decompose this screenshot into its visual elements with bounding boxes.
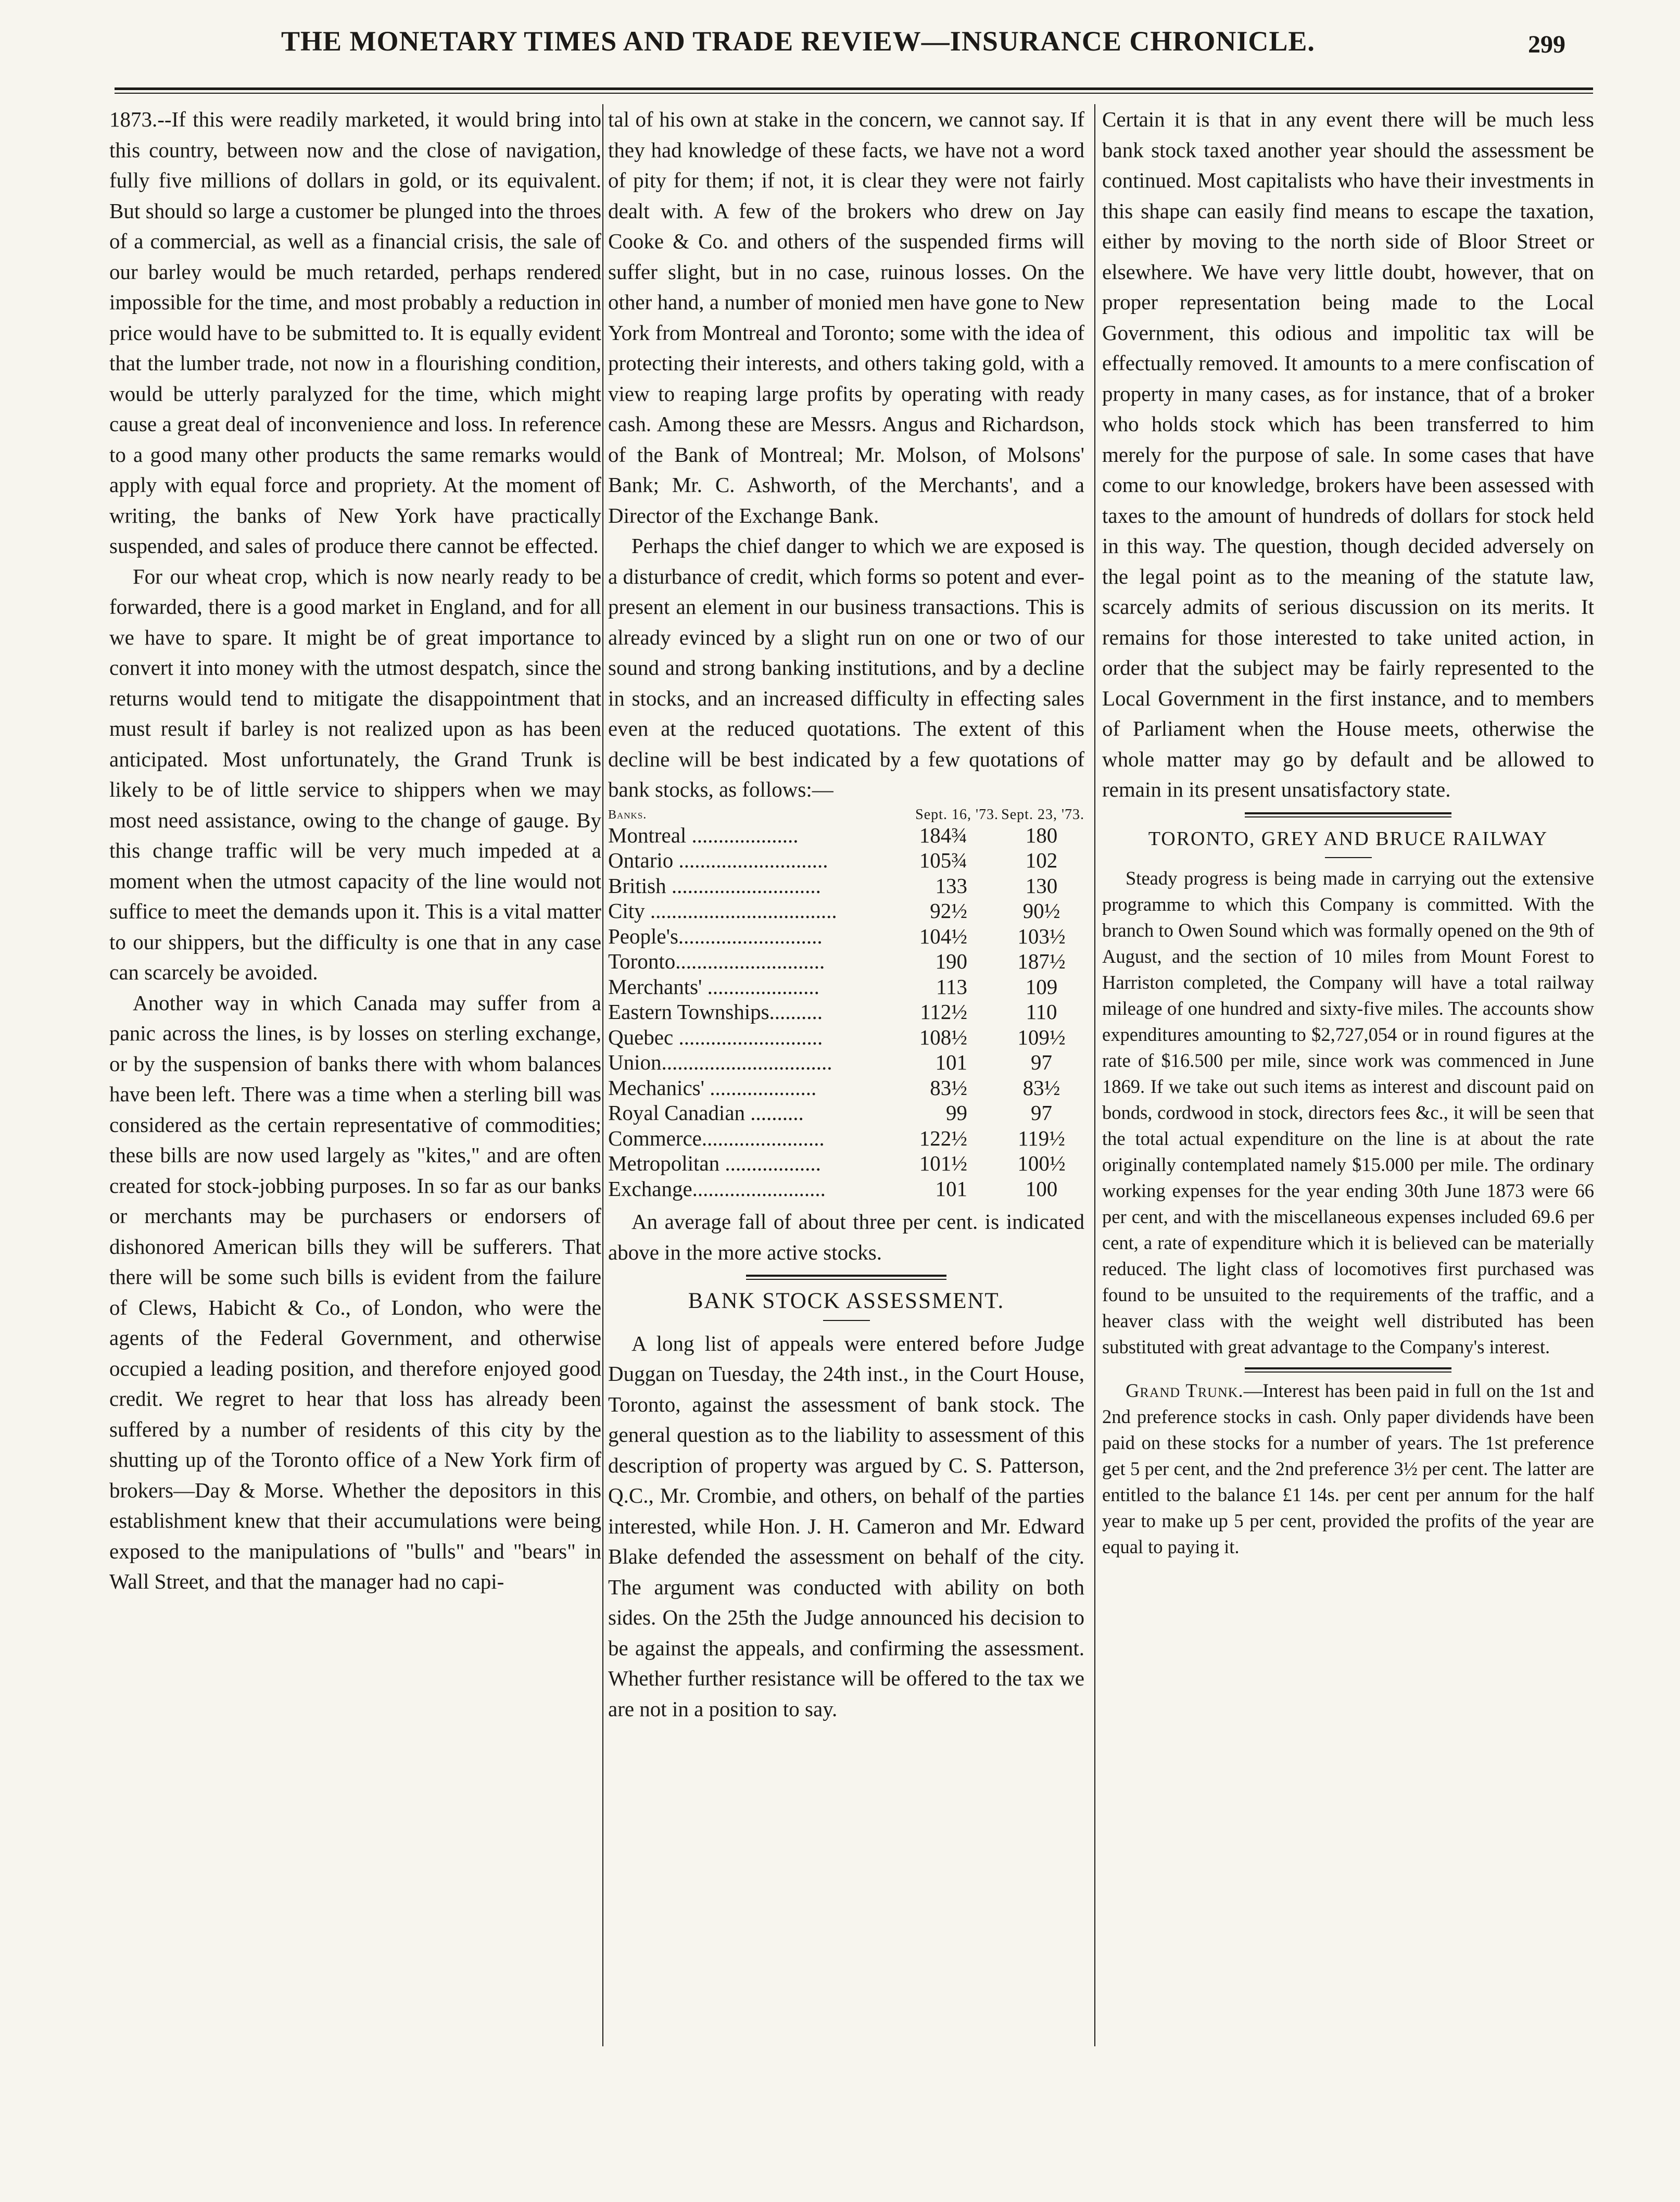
table-row bbox=[608, 1176, 1084, 1202]
column-2 bbox=[608, 104, 1084, 2083]
sept23-quote-cell: 180 bbox=[1025, 823, 1058, 847]
bank-name-cell: British ............................ bbox=[608, 873, 821, 898]
table-header-banks: Banks. bbox=[608, 808, 647, 822]
sept16-quote-cell: 101 bbox=[935, 1176, 967, 1201]
sept23-quote-cell: 130 bbox=[1025, 873, 1058, 898]
col1-paragraph-1: 1873.--If this were readily marketed, it would bring into this country, between now and the close of navigation, fully five millions of dollars in gold, or its equivalent. But should so large a customer be plunged into the throes of a commercial, as well as a financial crisis, the sale of our barley would be much retarded, perhaps rendered impossible for the time, and most probably a reduction in price would have to be submitted to. It is equally evident that the lumber trade, not now in a flourishing condition, would be utterly paralyzed for the time, which might cause a great deal of inconvenience and loss. In reference to a good many other products the same remarks would apply with equal force and propriety. At the moment of writing, the banks of New York have practically suspended, and sales of produce there cannot be effected. bbox=[109, 107, 601, 558]
col3-paragraph-3 bbox=[1102, 1378, 1594, 1560]
sept23-quote-cell: 110 bbox=[1026, 1000, 1057, 1024]
sept16-quote-cell: 101 bbox=[935, 1050, 967, 1074]
header-rule-thin bbox=[115, 93, 1593, 94]
bank-name-cell: Eastern Townships.......... bbox=[608, 1000, 823, 1024]
sept16-quote-cell: 112½ bbox=[920, 1000, 967, 1024]
table-header-row bbox=[608, 807, 1084, 823]
grand-trunk-text: —Interest has been paid in full on the 1st and 2nd preference stocks in cash. Only paper dividends have been paid on these stocks for a number of years. The 1st preference get 5 per cent, and the 2nd preference 3½ per cent. The latter are entitled to the balance £1 14s. per cent per annum for the half year to make up 5 per cent, provided the profits of the year are equal to paying it. bbox=[1102, 1380, 1594, 1557]
table-row bbox=[608, 898, 1084, 924]
section-title-toronto-grey-bruce-railway: TORONTO, GREY AND BRUCE RAILWAY bbox=[1148, 827, 1548, 850]
table-header-sept16: Sept. 16, '73. bbox=[915, 806, 999, 823]
sept16-quote-cell: 108½ bbox=[919, 1025, 967, 1049]
grand-trunk-lead: Grand Trunk. bbox=[1126, 1380, 1244, 1401]
column-1 bbox=[109, 104, 601, 2083]
table-row bbox=[608, 1126, 1084, 1151]
bank-name-cell: City ................................... bbox=[608, 899, 837, 923]
table-body bbox=[608, 823, 1084, 1202]
sept16-quote-cell: 105¾ bbox=[919, 848, 967, 872]
sept16-quote-cell: 122½ bbox=[919, 1126, 967, 1150]
sept23-quote-cell: 109 bbox=[1025, 974, 1058, 999]
table-row bbox=[608, 1151, 1084, 1176]
table-row bbox=[608, 1050, 1084, 1075]
sept23-quote-cell: 100 bbox=[1025, 1176, 1058, 1201]
page-number: 299 bbox=[1528, 31, 1565, 58]
table-header-sept23: Sept. 23, '73. bbox=[1001, 806, 1084, 823]
table-row bbox=[608, 949, 1084, 974]
sept16-quote-cell: 133 bbox=[935, 873, 967, 898]
sept23-quote-cell: 90½ bbox=[1022, 899, 1060, 923]
sept23-quote-cell: 97 bbox=[1031, 1101, 1052, 1125]
table-row bbox=[608, 1100, 1084, 1126]
section-title-underline bbox=[823, 1320, 870, 1321]
table-row bbox=[608, 974, 1084, 1000]
sept16-quote-cell: 99 bbox=[946, 1101, 967, 1125]
sept23-quote-cell: 187½ bbox=[1017, 949, 1066, 973]
sept16-quote-cell: 104½ bbox=[919, 924, 967, 948]
bank-name-cell: Royal Canadian .......... bbox=[608, 1101, 804, 1125]
column-3 bbox=[1102, 104, 1594, 2083]
section-divider bbox=[746, 1275, 946, 1280]
table-row bbox=[608, 924, 1084, 949]
col1-paragraph-2: For our wheat crop, which is now nearly ready to be forwarded, there is a good market in England, and for all we have to spare. It might be of great importance to convert it into money with the utmost despatch, since the returns would tend to mitigate the disappointment that must result if barley is not realized upon as has been anticipated. Most unfortunately, the Grand Trunk is likely to be of little service to shippers when we may most need assistance, owing to the change of gauge. By this change traffic will be very much impeded at a moment when the utmost capacity of the line would not suffice to meet the demands upon it. This is a vital matter to our shippers, but the difficulty is one that in any case can scarcely be avoided. bbox=[109, 564, 601, 984]
sept16-quote-cell: 101½ bbox=[919, 1151, 967, 1175]
bank-name-cell: Commerce....................... bbox=[608, 1126, 825, 1150]
table-row bbox=[608, 1075, 1084, 1101]
col2-paragraph-2: Perhaps the chief danger to which we are exposed is a disturbance of credit, which forms so potent and ever-present an element in our business transactions. This is already evinced by a slight run on one or two of our sound and strong banking institutions, and by a decline in stocks, and an increased difficulty in effecting sales even at the reduced quotations. The extent of this decline will be best indicated by a few quotations of bank stocks, as follows:— bbox=[608, 534, 1084, 801]
table-row bbox=[608, 848, 1084, 873]
col2-paragraph-4: A long list of appeals were entered before Judge Duggan on Tuesday, the 24th inst., in the Court House, Toronto, against the assessment of bank stock. The general question as to the liability to assessment of this description of property was argued by C. S. Patterson, Q.C., Mr. Crombie, and others, on behalf of the parties interested, while Hon. J. H. Cameron and Mr. Edward Blake defended the assessment on behalf of the city. The argument was conducted with ability on both sides. On the 25th the Judge announced his decision to be against the appeals, and confirming the assessment. Whether further resistance will be offered to the tax we are not in a position to say. bbox=[608, 1331, 1084, 1721]
sept16-quote-cell: 184¾ bbox=[919, 823, 967, 847]
page-header-title: THE MONETARY TIMES AND TRADE REVIEW—INSURANCE CHRONICLE. bbox=[281, 26, 1315, 57]
sept23-quote-cell: 100½ bbox=[1017, 1151, 1066, 1175]
section-title-underline bbox=[1325, 857, 1372, 858]
sept23-quote-cell: 102 bbox=[1025, 848, 1058, 872]
section-divider bbox=[1245, 812, 1451, 817]
column-divider-1 bbox=[602, 104, 603, 2046]
section-title-bank-stock-assessment: BANK STOCK ASSESSMENT. bbox=[688, 1289, 1005, 1313]
table-row bbox=[608, 999, 1084, 1025]
bank-name-cell: Merchants' ..................... bbox=[608, 974, 819, 999]
sept16-quote-cell: 83½ bbox=[930, 1075, 967, 1100]
bank-name-cell: Ontario ............................ bbox=[608, 848, 828, 872]
col2-paragraph-1: tal of his own at stake in the concern, we cannot say. If they had knowledge of these facts, we have not a word of pity for them; if not, it is clear they were not fairly dealt with. A few of the brokers who drew on Jay Cooke & Co. and others of the suspended firms will suffer slight, but in no case, ruinous losses. On the other hand, a number of monied men have gone to New York from Montreal and Toronto; some with the idea of protecting their interests, and others taking gold, with a view to reaping large profits by operating with ready cash. Among these are Messrs. Angus and Richardson, of the Bank of Montreal; Mr. Molson, of Molsons' Bank; Mr. C. Ashworth, of the Merchants', and a Director of the Exchange Bank. bbox=[608, 107, 1084, 527]
section-divider bbox=[1245, 1367, 1451, 1373]
table-row bbox=[608, 823, 1084, 848]
bank-name-cell: Union................................ bbox=[608, 1050, 832, 1074]
bank-name-cell: Montreal .................... bbox=[608, 823, 799, 847]
bank-name-cell: Exchange......................... bbox=[608, 1176, 826, 1201]
table-row bbox=[608, 1025, 1084, 1050]
col1-paragraph-3: Another way in which Canada may suffer from a panic across the lines, is by losses on sterling exchange, or by the suspension of banks there with whom balances have been left. There was a time when a sterling bill was considered as the certain representative of commodities; these bills are now used largely as "kites," and are often created for stock-jobbing purposes. In so far as our banks or merchants may be purchasers or endorsers of dishonored American bills they will be sufferers. That there will be some such bills is evident from the failure of Clews, Habicht & Co., of London, who were the agents of the Federal Government, and otherwise occupied a leading position, and therefore enjoyed good credit. We regret to hear that loss has already been suffered by a number of residents of this city by the shutting up of the Toronto office of a New York firm of brokers—Day & Morse. Whether the depositors in this establishment knew that their accumulations were being exposed to the manipulations of "bulls" and "bears" in Wall Street, and that the manager had no capi- bbox=[109, 990, 601, 1593]
bank-name-cell: People's........................... bbox=[608, 924, 823, 948]
bank-name-cell: Toronto............................ bbox=[608, 949, 825, 973]
col2-paragraph-3: An average fall of about three per cent. is indicated above in the more active stocks. bbox=[608, 1210, 1084, 1264]
sept23-quote-cell: 83½ bbox=[1022, 1075, 1060, 1100]
bank-name-cell: Quebec ........................... bbox=[608, 1025, 823, 1049]
header-rule-thick bbox=[115, 87, 1593, 90]
sept23-quote-cell: 97 bbox=[1031, 1050, 1052, 1074]
col3-paragraph-2: Steady progress is being made in carrying out the extensive programme to which this Company is committed. With the branch to Owen Sound which was formally opened on the 9th of August, and the section of 10 miles from Mount Forest to Harriston completed, the Company will have a total railway mileage of one hundred and sixty-five miles. The accounts show expenditures amounting to $2,727,054 or in round figures at the rate of $16.500 per mile, since work was commenced in June 1869. If we take out such items as interest and discount paid on bonds, cordwood in stock, directors fees &c., it will be seen that the total actual expenditure on the line is at about the rate originally contemplated namely $15.000 per mile. The ordinary working expenses for the year ending 30th June 1873 were 66 per cent, and with the miscellaneous expenses included 69.6 per cent, a rate of expenditure which it is believed can be materially reduced. The light class of locomotives first purchased was found to be unsuited to the requirements of the traffic, and a heaver class with the weight well distributed has been substituted with great advantage to the Company's interest. bbox=[1102, 867, 1594, 1357]
table-row bbox=[608, 873, 1084, 899]
col3-paragraph-1: Certain it is that in any event there will be much less bank stock taxed another year should the assessment be continued. Most capitalists who have their investments in this shape can easily find means to escape the taxation, either by moving to the north side of Bloor Street or elsewhere. We have very little doubt, however, that on proper representation being made to the Local Government, this odious and impolitic tax will be effectually removed. It amounts to a mere confiscation of property in many cases, as for instance, that of a broker who holds stock which has been transferred to him merely for the purpose of sale. In some cases that have come to our knowledge, brokers have been assessed with taxes to the amount of hundreds of dollars for stock held in this way. The question, though decided adversely on the legal point as to the meaning of the statute law, scarcely admits of serious discussion on its merits. It remains for those interested to take united action, in order that the subject may be fairly represented to the Local Government in the first instance, and to members of Parliament when the House meets, otherwise the whole matter may go by default and be allowed to remain in its present unsatisfactory state. bbox=[1102, 107, 1594, 801]
bank-name-cell: Metropolitan .................. bbox=[608, 1151, 821, 1175]
sept16-quote-cell: 190 bbox=[935, 949, 967, 973]
sept23-quote-cell: 109½ bbox=[1017, 1025, 1066, 1049]
bank-stock-quotations-table bbox=[608, 807, 1084, 1202]
sept23-quote-cell: 103½ bbox=[1017, 924, 1066, 948]
column-divider-2 bbox=[1094, 104, 1095, 2046]
sept16-quote-cell: 113 bbox=[936, 974, 967, 999]
bank-name-cell: Mechanics' .................... bbox=[608, 1075, 817, 1100]
sept16-quote-cell: 92½ bbox=[930, 899, 967, 923]
sept23-quote-cell: 119½ bbox=[1018, 1126, 1065, 1150]
